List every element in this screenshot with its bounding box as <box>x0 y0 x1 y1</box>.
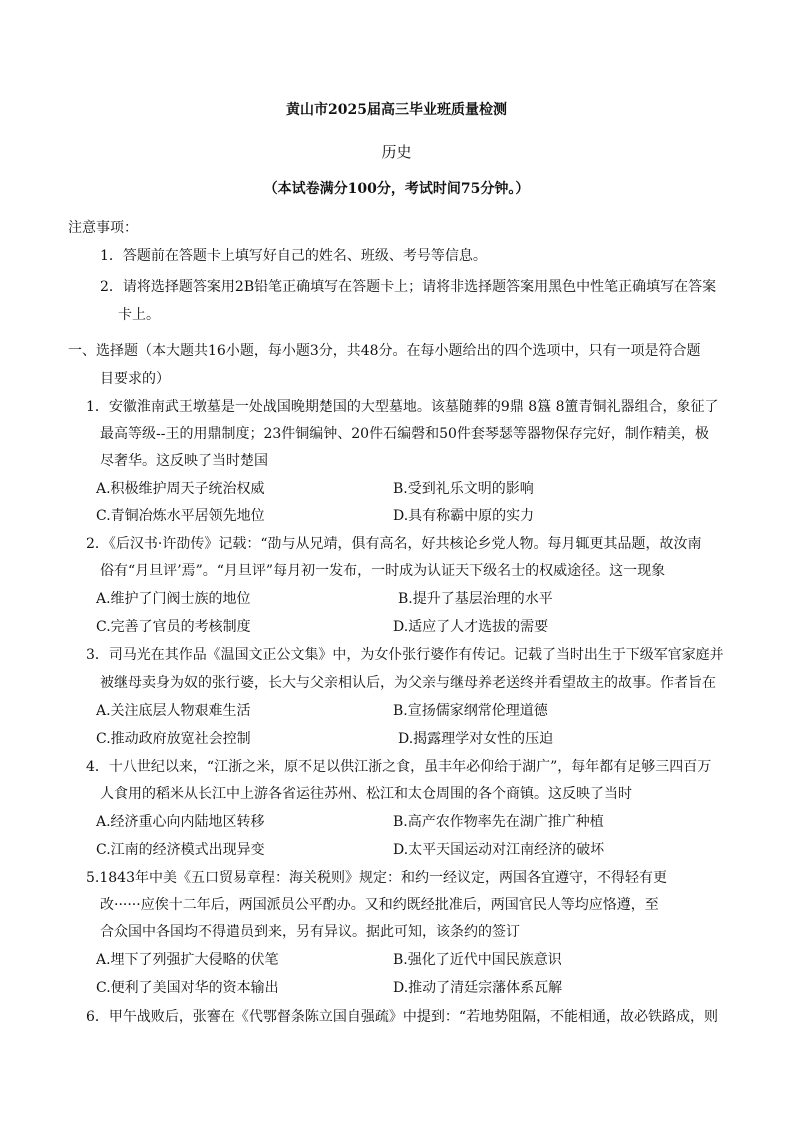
notice-item: 2．请将选择题答案用2B铅笔正确填写在答题卡上；请将非选择题答案用黑色中性笔正确填写在答案 <box>100 279 717 295</box>
question-stem: 尽奢华。这反映了当时楚国 <box>100 453 268 469</box>
question-stem: 被继母卖身为奴的张行婆，长大与父亲相认后，为父亲与继母养老送终并看望故主的故事。作者旨在 <box>100 675 716 691</box>
option-c: C.青铜冶炼水平居领先地位 <box>96 508 265 524</box>
question-stem: 俗有“月旦评’焉”。“月旦评”每月初一发布，一时成为认证天下级名士的权威途径。这一现象 <box>100 563 666 579</box>
question-stem: 6．甲午战败后，张謇在《代鄂督条陈立国自强疏》中提到：“若地势阻隔，不能相通，故必铁路成，则 <box>86 1009 719 1025</box>
option-b: B.高产农作物率先在湖广推广种植 <box>393 814 604 830</box>
option-b: B.宣扬儒家纲常伦理道德 <box>393 703 548 719</box>
option-d: D.太平天国运动对江南经济的破坏 <box>393 842 605 858</box>
option-c: C.便利了美国对华的资本输出 <box>96 980 279 996</box>
option-c: C.江南的经济模式出现异变 <box>96 842 265 858</box>
exam-title: 黄山市2025届高三毕业班质量检测 <box>286 102 507 118</box>
option-a: A.积极维护周天子统治权威 <box>96 481 265 497</box>
question-stem: 合众国中各国均不得遣员到来，另有异议。据此可知，该条约的签订 <box>100 924 520 940</box>
option-c: C.推动政府放宽社会控制 <box>96 731 251 747</box>
notice-item: 1．答题前在答题卡上填写好自己的姓名、班级、考号等信息。 <box>100 248 487 264</box>
option-d: D.揭露理学对女性的压迫 <box>398 731 554 747</box>
option-b: B.受到礼乐文明的影响 <box>393 481 534 497</box>
option-a: A.关注底层人物艰难生活 <box>96 703 251 719</box>
section-heading-continued: 目要求的） <box>100 371 170 387</box>
section-heading: 一、选择题（本大题共16小题，每小题3分，共48分。在每小题给出的四个选项中，只有一项是符合题 <box>68 343 701 359</box>
question-stem: 5.1843年中美《五口贸易章程：海关税则》规定：和约一经议定，两国各宜遵守，不得轻有更 <box>86 870 667 886</box>
option-d: D.适应了人才选拔的需要 <box>393 619 549 635</box>
notice-heading: 注意事项： <box>68 220 138 236</box>
question-stem: 2．《后汉书·许劭传》记载：“劭与从兄靖，俱有高名，好共核论乡党人物。每月辄更其品题，故汝南 <box>86 536 702 552</box>
option-d: D.具有称霸中原的实力 <box>393 508 535 524</box>
question-stem: 4．十八世纪以来，“江浙之米，原不足以供江浙之食，虽丰年必仰给于湖广”，每年都有足够三四百万 <box>86 759 712 775</box>
exam-note: （本试卷满分100分，考试时间75分钟。） <box>263 181 530 197</box>
question-stem: 1．安徽淮南武王墩墓是一处战国晚期楚国的大型墓地。该墓随葬的9鼎 8簋 8簠青铜礼器组合，象征了 <box>86 399 719 415</box>
option-b: B.提升了基层治理的水平 <box>398 591 553 607</box>
question-stem: 最高等级--王的用鼎制度；23件铜编钟、20件石编磬和50件套琴瑟等器物保存完好，制作精美，极 <box>100 426 709 442</box>
subject-title: 历史 <box>381 143 412 161</box>
option-a: A.维护了门阀士族的地位 <box>96 591 251 607</box>
question-stem: 改······应俟十二年后，两国派员公平酌办。又和约既经批准后，两国官民人等均应恪遵，至 <box>100 897 659 913</box>
option-a: A.经济重心向内陆地区转移 <box>96 814 265 830</box>
option-d: D.推动了清廷宗藩体系瓦解 <box>393 980 563 996</box>
question-stem: 3．司马光在其作品《温国文正公文集》中，为女仆张行婆作有传记。记载了当时出生于下级军官家庭并 <box>86 647 724 663</box>
notice-item-continued: 卡上。 <box>118 307 160 323</box>
option-a: A.埋下了列强扩大侵略的伏笔 <box>96 952 279 968</box>
option-c: C.完善了官员的考核制度 <box>96 619 251 635</box>
option-b: B.强化了近代中国民族意识 <box>393 952 562 968</box>
question-stem: 人食用的稻米从长江中上游各省运往苏州、松江和太仓周围的各个商镇。这反映了当时 <box>100 786 632 802</box>
